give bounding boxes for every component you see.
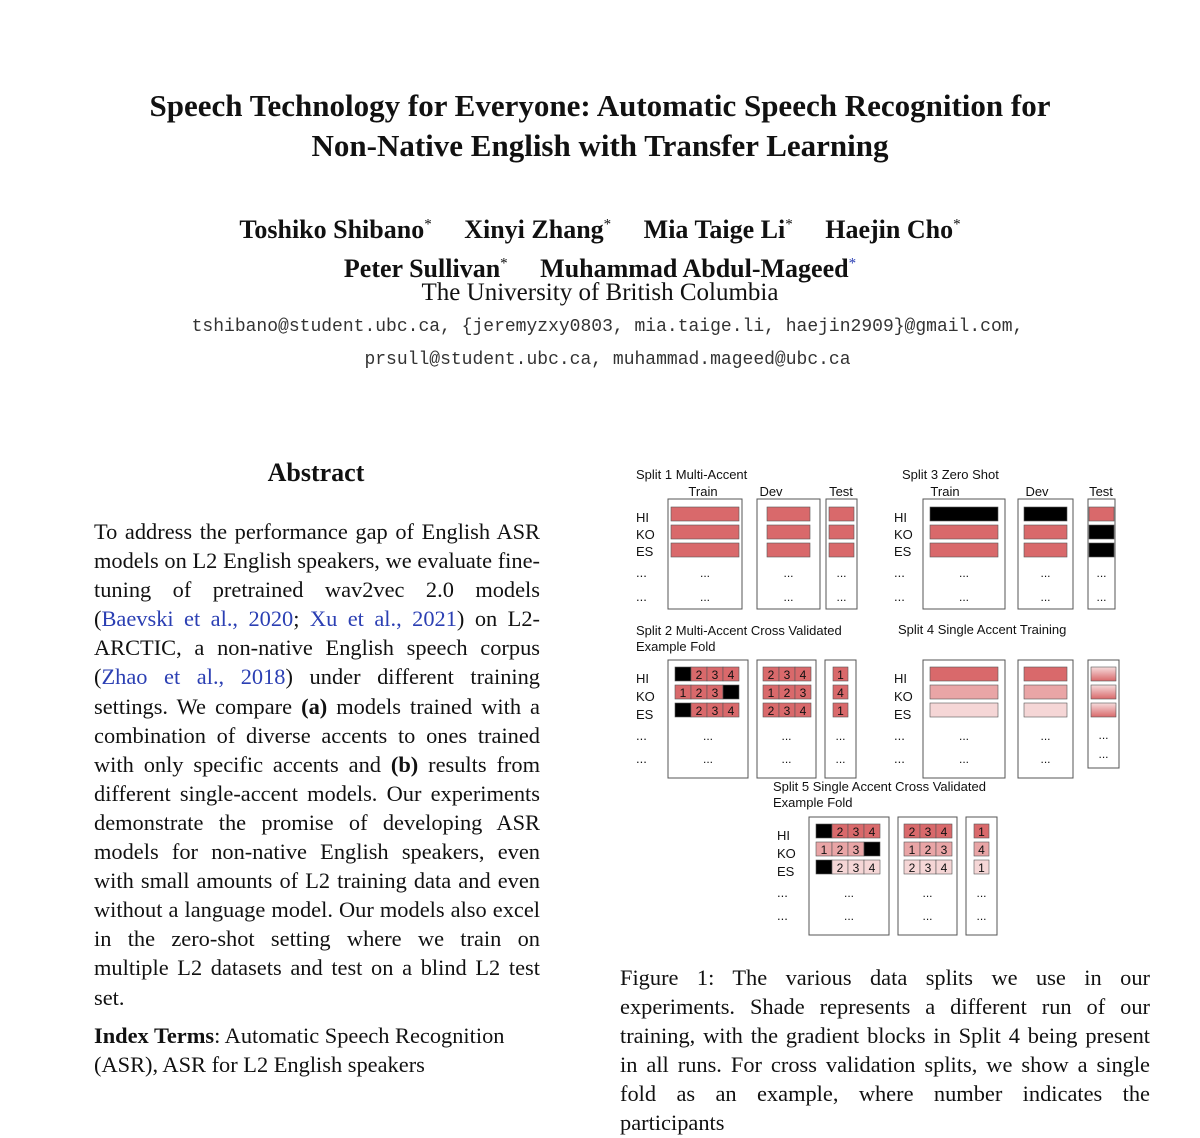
split2-train-cell (723, 685, 739, 699)
split2-train-cell-label: 1 (679, 686, 687, 700)
split2-train-cell-label: 3 (711, 704, 719, 718)
index-terms (94, 1021, 540, 1079)
split5-title: Split 5 Single Accent Cross Validated (773, 779, 986, 794)
split5-dev-ellipsis: ... (922, 886, 933, 900)
split4-train-bar (930, 667, 998, 681)
split2-test-cell-label: 1 (837, 704, 844, 718)
split3-col-train: Train (930, 484, 960, 499)
split3-row-label: HI (894, 510, 907, 525)
split1-train-bar (671, 507, 739, 521)
split3-train-bar (930, 543, 998, 557)
split3-dev-ellipsis: ... (1040, 566, 1051, 580)
split2-train-cell-label: 2 (695, 704, 703, 718)
split1-train-ellipsis: ... (699, 590, 711, 604)
citation-link[interactable]: Zhao et al., 2018 (101, 664, 286, 690)
split5-test-ellipsis: ... (976, 886, 987, 900)
split3-row-label: ... (894, 565, 905, 580)
split3-dev-ellipsis: ... (1040, 590, 1051, 604)
split3-col-dev: Dev (1025, 484, 1049, 499)
split2-test-ellipsis: ... (835, 752, 846, 766)
split3-row-label: KO (894, 527, 913, 542)
split2-row-label: HI (636, 671, 649, 686)
split1-test-ellipsis: ... (836, 566, 847, 580)
split2-dev-cell-label: 3 (799, 686, 807, 700)
split2-train-cell (675, 667, 691, 681)
split5-train-ellipsis: ... (843, 909, 855, 923)
split2-train-cell-label: 4 (727, 704, 735, 718)
split2-dev-cell-label: 2 (767, 668, 775, 682)
author-row-1 (0, 207, 1200, 247)
split5-dev-cell-label: 2 (908, 825, 916, 839)
split5-test-cell-label: 4 (978, 843, 985, 857)
split5-train-cell-label: 2 (836, 843, 844, 857)
split5-dev-cell-label: 3 (924, 861, 932, 875)
split4-dev-ellipsis: ... (1040, 729, 1051, 743)
split2-row-label: KO (636, 689, 655, 704)
split2-test-cell-label: 4 (837, 686, 844, 700)
author-name: Haejin Cho (825, 214, 954, 244)
author-mark: * (603, 216, 612, 232)
split4-test-gradient-bar (1091, 703, 1116, 717)
author (825, 215, 960, 244)
split1-dev-bar (767, 507, 810, 521)
split1-col-dev: Dev (759, 484, 783, 499)
split5-test-cell-label: 1 (978, 825, 985, 839)
split5-train-cell-label: 4 (868, 825, 876, 839)
split2-train-cell-label: 3 (711, 686, 719, 700)
split3-title: Split 3 Zero Shot (902, 467, 999, 482)
abstract-heading: Abstract (267, 458, 365, 487)
split5-row-label: ... (777, 885, 788, 900)
split2-test-cell-label: 1 (837, 668, 844, 682)
split2-train-cell (675, 703, 691, 717)
author (644, 215, 793, 244)
author-mark: * (785, 216, 793, 232)
split2-train-cell-label: 4 (727, 668, 735, 682)
split2-train-cell-label: 2 (695, 668, 703, 682)
split5-dev-cell-label: 3 (924, 825, 932, 839)
split1-test-bar (829, 525, 854, 539)
abstract-body (94, 517, 540, 1012)
split5-train-cell (864, 842, 880, 856)
figure-caption: Figure 1: The various data splits we use in our experiments. Shade represents a different run of our training, with the gradient blocks in Split 4 being present in all runs. For cross validation splits, we show a single fold as an example, where number indicates the participants (620, 965, 1150, 1136)
split4-row-label: KO (894, 689, 913, 704)
split5-train-cell-label: 3 (852, 825, 860, 839)
split4-dev-ellipsis: ... (1040, 752, 1051, 766)
split4-test-gradient-bar (1091, 667, 1116, 681)
split4-title: Split 4 Single Accent Training (898, 622, 1067, 637)
abstract-text: ; (293, 606, 310, 632)
split4-train-bar (930, 703, 998, 717)
author-mark: * (500, 255, 508, 272)
split5-row-label: HI (777, 828, 790, 843)
author-name: Peter Sullivan (343, 254, 501, 284)
paper-title-line-2: Non-Native English with Transfer Learning (311, 128, 889, 163)
author-list (0, 207, 1200, 286)
split1-col-test: Test (829, 484, 853, 499)
split4-train-ellipsis: ... (958, 729, 970, 743)
split1-dev-ellipsis: ... (783, 566, 794, 580)
split5-train-cell-label: 2 (836, 825, 844, 839)
split5-dev-cell-label: 2 (924, 843, 932, 857)
paper-title (0, 86, 1200, 166)
split1-row-label: KO (636, 527, 655, 542)
split5-dev-ellipsis: ... (922, 909, 933, 923)
abstract-marker: (a) (301, 693, 328, 719)
split1-row-label: HI (636, 510, 649, 525)
split4-row-label: ES (894, 707, 912, 722)
split5-train-cell (816, 824, 832, 838)
author-mark: * (424, 216, 432, 232)
split4-dev-bar (1024, 667, 1067, 681)
split1-test-bar (829, 543, 854, 557)
citation-link[interactable]: Xu et al., 2021 (309, 606, 457, 632)
split1-row-label: ... (636, 589, 647, 604)
split5-dev-cell-label: 2 (908, 861, 916, 875)
split5-dev-cell-label: 1 (908, 843, 916, 857)
split5-dev-cell-label: 3 (940, 843, 948, 857)
split4-dev-bar (1024, 685, 1067, 699)
email-line-2: prsull@student.ubc.ca, muhammad.mageed@ubc.ca (364, 350, 851, 370)
split5-subtitle: Example Fold (773, 795, 853, 810)
split4-train-bar (930, 685, 998, 699)
figure-data-splits (620, 455, 1165, 945)
split1-dev-bar (767, 525, 810, 539)
split4-row-label: HI (894, 671, 907, 686)
index-terms-label: Index Terms (94, 1023, 215, 1048)
author-mark: * (953, 216, 961, 232)
split2-title: Split 2 Multi-Accent Cross Validated (636, 623, 842, 638)
split3-test-bar (1089, 507, 1114, 521)
split2-dev-cell-label: 3 (783, 668, 791, 682)
split3-dev-bar (1024, 525, 1067, 539)
split2-dev-ellipsis: ... (781, 752, 792, 766)
split4-test-ellipsis: ... (1098, 747, 1109, 761)
split3-train-ellipsis: ... (958, 566, 970, 580)
split1-train-bar (671, 525, 739, 539)
split5-train-cell-label: 3 (852, 861, 860, 875)
author-name: Toshiko Shibano (239, 214, 425, 244)
split2-dev-cell-label: 2 (783, 686, 791, 700)
split2-dev-ellipsis: ... (781, 729, 792, 743)
split5-dev-cell-label: 4 (940, 825, 948, 839)
split3-train-ellipsis: ... (958, 590, 970, 604)
split2-train-ellipsis: ... (702, 729, 714, 743)
paper-title-line-1: Speech Technology for Everyone: Automatic Speech Recognition for (149, 88, 1051, 123)
split1-test-ellipsis: ... (836, 590, 847, 604)
citation-link[interactable]: Baevski et al., 2020 (101, 606, 294, 632)
split3-row-label: ES (894, 544, 912, 559)
abstract-text: models trained with a combination of diverse accents to ones trained with only specific accents and (94, 693, 540, 777)
split2-dev-cell-label: 2 (767, 704, 775, 718)
split3-train-bar (930, 507, 998, 521)
split3-row-label: ... (894, 589, 905, 604)
split2-row-label: ES (636, 707, 654, 722)
split1-train-bar (671, 543, 739, 557)
split5-test-ellipsis: ... (976, 909, 987, 923)
split2-train-cell-label: 2 (695, 686, 703, 700)
split2-row-label: ... (636, 751, 647, 766)
split2-test-ellipsis: ... (835, 729, 846, 743)
split5-row-label: ES (777, 864, 795, 879)
split1-test-bar (829, 507, 854, 521)
email-line-1: tshibano@student.ubc.ca, {jeremyzxy0803, mia.taige.li, haejin2909}@gmail.com, (191, 317, 1024, 337)
split3-dev-bar (1024, 507, 1067, 521)
split5-row-label: KO (777, 846, 796, 861)
abstract-marker: (b) (390, 751, 419, 777)
split2-dev-cell-label: 4 (799, 668, 807, 682)
abstract-text: results from different single-accent models. Our experiments demonstrate the promise of developing ASR models for non-native English speakers, even with small amounts of L2 training data and even without a language model. Our models also excel in the zero-shot setting where we train on multiple L2 datasets and test on a blind L2 test set. (94, 751, 540, 1010)
index-terms-text: : Automatic Speech Recognition (ASR), ASR for L2 English speakers (94, 1023, 505, 1078)
split3-test-ellipsis: ... (1096, 566, 1107, 580)
author-name: Xinyi Zhang (464, 214, 604, 244)
split5-train-ellipsis: ... (843, 886, 855, 900)
split3-col-test: Test (1089, 484, 1113, 499)
split4-test-gradient-bar (1091, 685, 1116, 699)
split1-train-ellipsis: ... (699, 566, 711, 580)
split4-dev-bar (1024, 703, 1067, 717)
split3-test-bar (1089, 543, 1114, 557)
split5-train-cell-label: 2 (836, 861, 844, 875)
split4-test-ellipsis: ... (1098, 728, 1109, 742)
split5-train-cell-label: 4 (868, 861, 876, 875)
author-name: Muhammad Abdul-Mageed (540, 254, 849, 284)
split1-title: Split 1 Multi-Accent (636, 467, 748, 482)
split2-subtitle: Example Fold (636, 639, 716, 654)
split4-row-label: ... (894, 751, 905, 766)
split5-train-cell-label: 1 (820, 843, 828, 857)
split3-dev-bar (1024, 543, 1067, 557)
abstract-text: ) on L2-ARCTIC, a non-native English speech corpus ( (94, 606, 540, 690)
split1-row-label: ... (636, 565, 647, 580)
split2-train-ellipsis: ... (702, 752, 714, 766)
split3-test-ellipsis: ... (1096, 590, 1107, 604)
split2-row-label: ... (636, 728, 647, 743)
abstract-text: To address the performance gap of English ASR models on L2 English speakers, we evaluate fine-tuning of pretrained wav2vec 2.0 models ( (94, 519, 540, 632)
author (464, 215, 611, 244)
author-name: Mia Taige Li (643, 214, 786, 244)
split5-train-cell-label: 3 (852, 843, 860, 857)
split5-test-cell-label: 1 (978, 861, 985, 875)
affiliation: The University of British Columbia (421, 279, 779, 306)
split4-train-ellipsis: ... (958, 752, 970, 766)
author (239, 215, 431, 244)
split5-row-label: ... (777, 908, 788, 923)
split3-test-bar (1089, 525, 1114, 539)
split2-dev-cell-label: 4 (799, 704, 807, 718)
split5-train-cell (816, 860, 832, 874)
split4-row-label: ... (894, 728, 905, 743)
split3-train-bar (930, 525, 998, 539)
split1-row-label: ES (636, 544, 654, 559)
split1-dev-bar (767, 543, 810, 557)
split5-dev-cell-label: 4 (940, 861, 948, 875)
author-mark: * (848, 255, 857, 272)
abstract-text: ) under different training settings. We compare (94, 664, 541, 719)
split2-dev-cell-label: 1 (767, 686, 775, 700)
split2-train-cell-label: 3 (711, 668, 719, 682)
split1-col-train: Train (688, 484, 718, 499)
split2-dev-cell-label: 3 (783, 704, 791, 718)
split1-dev-ellipsis: ... (783, 590, 794, 604)
